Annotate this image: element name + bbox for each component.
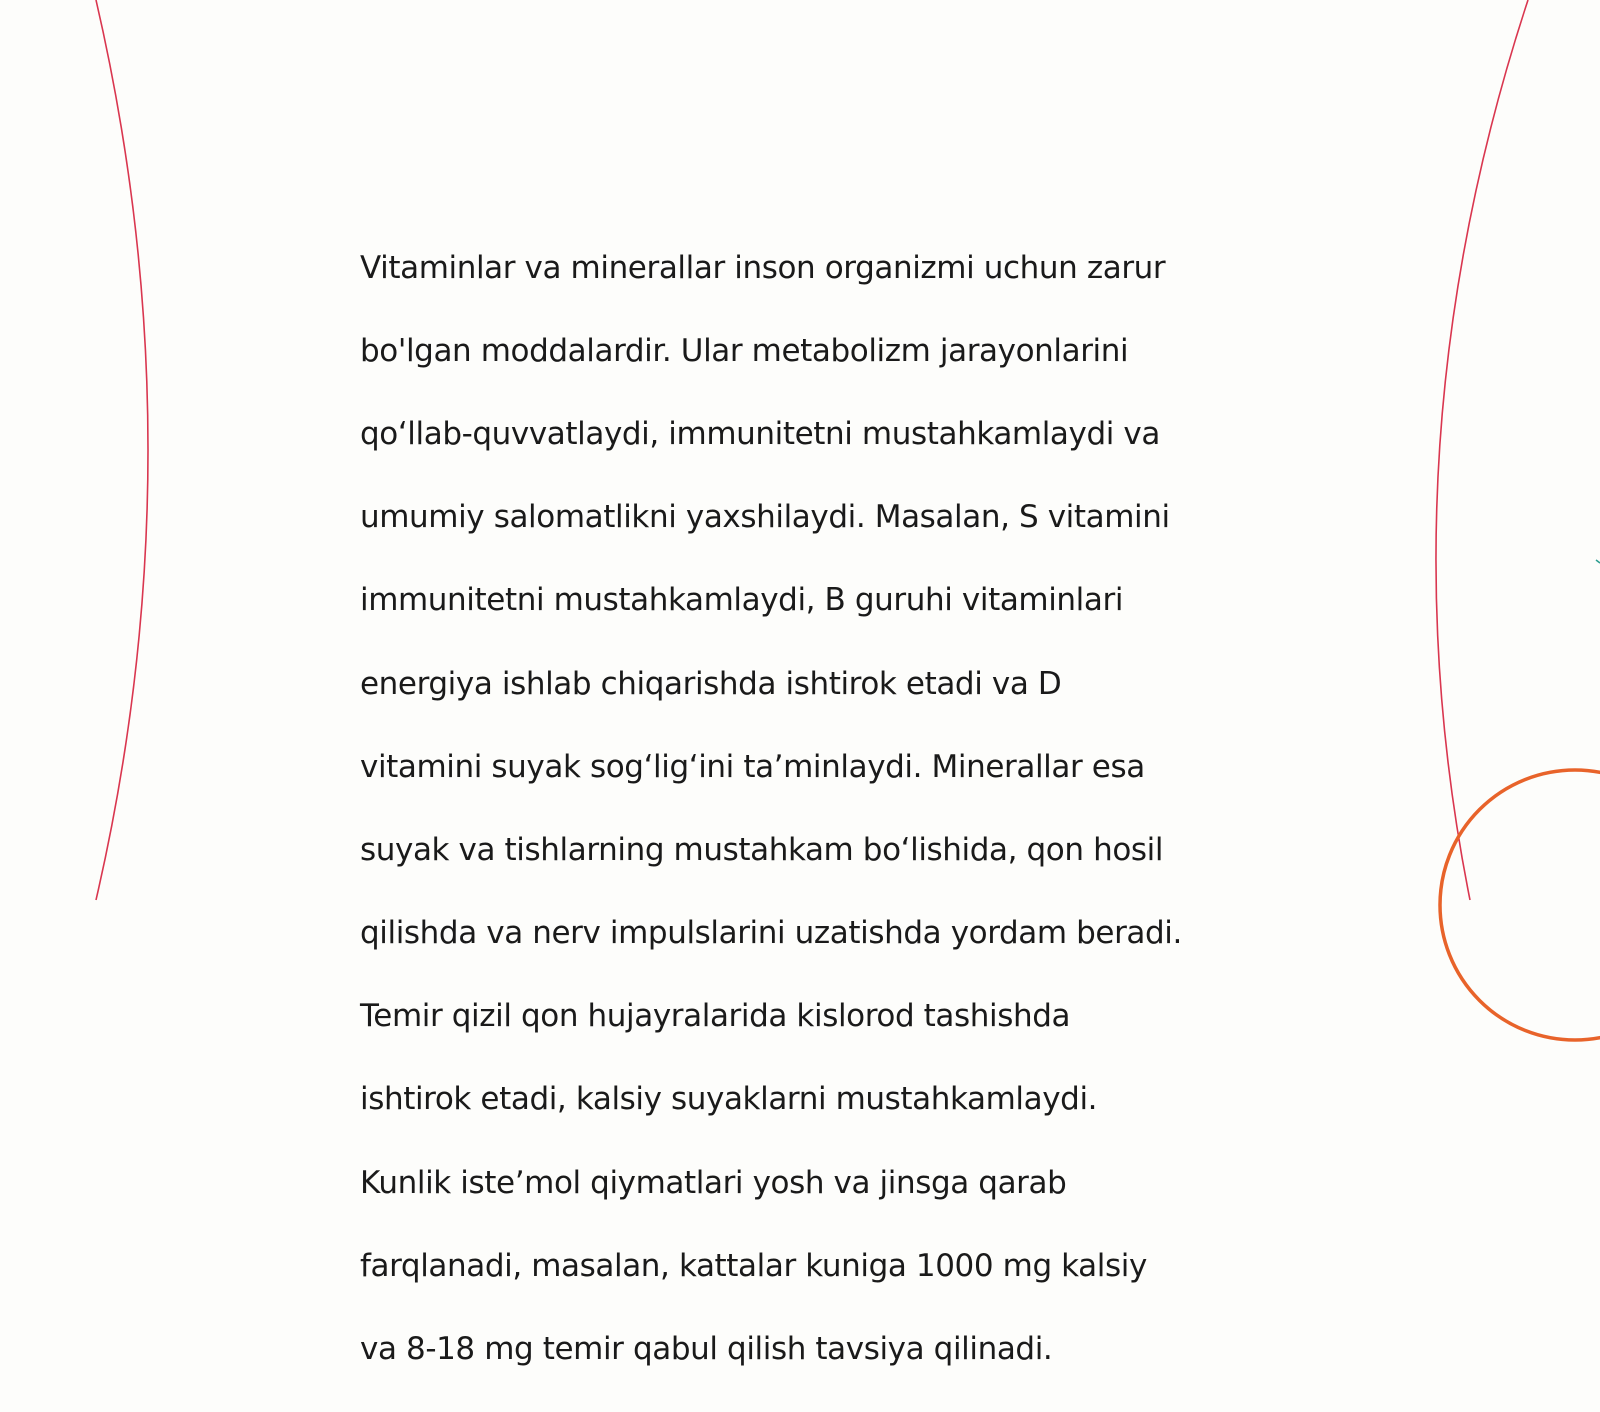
paragraph-line: energiya ishlab chiqarishda ishtirok etadi va D	[360, 665, 1062, 702]
paragraph-line: farqlanadi, masalan, kattalar kuniga 1000 mg kalsiy	[360, 1247, 1147, 1284]
corner-circle-outline	[1440, 770, 1600, 1040]
paragraph-line: va 8-18 mg temir qabul qilish tavsiya qilinadi.	[360, 1331, 1053, 1368]
body-paragraph	[360, 206, 1260, 1412]
paragraph-line: qilishda va nerv impulslarini uzatishda yordam beradi.	[360, 915, 1182, 952]
paragraph-line: immunitetni mustahkamlaydi, B guruhi vitaminlari	[360, 582, 1124, 619]
left-arc-line	[96, 0, 148, 900]
paragraph-line: Kunlik iste’mol qiymatlari yosh va jinsga qarab	[360, 1164, 1067, 1201]
right-arc-line	[1436, 0, 1528, 900]
paragraph-line: Temir qizil qon hujayralarida kislorod tashishda	[360, 998, 1071, 1035]
paragraph-line: suyak va tishlarning mustahkam bo‘lishida, qon hosil	[360, 831, 1164, 868]
paragraph-line: bo'lgan moddalardir. Ular metabolizm jarayonlarini	[360, 332, 1129, 369]
paragraph-line: ishtirok etadi, kalsiy suyaklarni mustahkamlaydi.	[360, 1081, 1098, 1118]
paragraph-line: Vitaminlar va minerallar inson organizmi uchun zarur	[360, 249, 1166, 286]
paragraph-line: qo‘llab-quvvatlaydi, immunitetni mustahkamlaydi va	[360, 415, 1160, 452]
paragraph-line: umumiy salomatlikni yaxshilaydi. Masalan, S vitamini	[360, 499, 1170, 536]
paragraph-line: vitamini suyak sog‘lig‘ini ta’minlaydi. Minerallar esa	[360, 748, 1145, 785]
edge-tick-mark	[1596, 560, 1600, 563]
